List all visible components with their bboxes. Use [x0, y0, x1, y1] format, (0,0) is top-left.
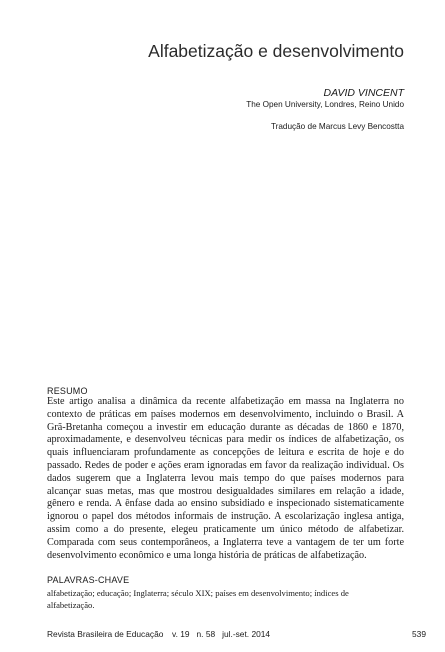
journal-name: Revista Brasileira de Educação — [47, 629, 164, 639]
author-name: DAVID VINCENT — [323, 87, 404, 99]
page-number: 539 — [412, 629, 426, 639]
keywords-heading: PALAVRAS-CHAVE — [47, 575, 130, 585]
article-title: Alfabetização e desenvolvimento — [148, 41, 404, 61]
author-affiliation: The Open University, Londres, Reino Unido — [246, 100, 404, 109]
keywords-text: alfabetização; educação; Inglaterra; século XIX; países em desenvolvimento; índices de alfabetização. — [47, 588, 349, 610]
abstract-heading: RESUMO — [47, 386, 88, 396]
abstract-text: Este artigo analisa a dinâmica da recente alfabetização em massa na Inglaterra no contexto de práticas em países modernos em desenvolvimento, incluindo o Brasil. A Grã-Bretanha começou a investir em educação durante as décadas de 1860 e 1870, aproximadamente, e desenvolveu técnicas para medir os índices de alfabetização, os quais influenciaram profundamente as concepções de leitura e escrita de hoje e do passado. Redes de poder e ações eram ignoradas em favor da realização individual. Os dados sugerem que a Inglaterra levou mais tempo do que países modernos para alcançar suas metas, mas que mostrou desigualdades similares em relação a idade, gênero e renda. A ênfase dada ao ensino subsidiado e inspecionado sistematicamente ignorou o papel dos métodos informais de instrução. A escolarização inglesa antiga, assim como a do presente, elegeu praticamente um único método de alfabetizar. Comparada com seus contemporâneos, a Inglaterra teve a vantagem de ter um forte desenvolvimento econômico e uma longa história de práticas de alfabetização. — [47, 396, 404, 561]
volume-info: v. 19 n. 58 jul.-set. 2014 — [172, 629, 271, 639]
translation-credit: Tradução de Marcus Levy Bencostta — [270, 122, 404, 131]
